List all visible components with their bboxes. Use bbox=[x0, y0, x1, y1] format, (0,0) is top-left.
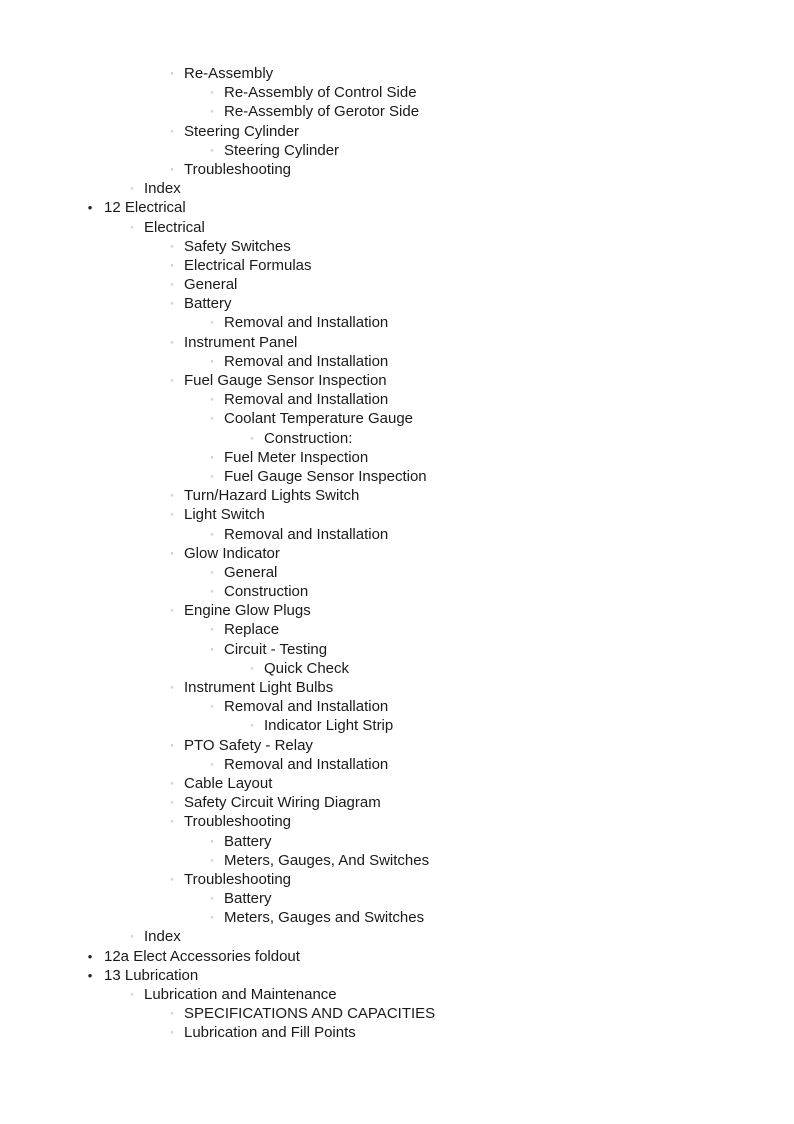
circle-bullet-icon: ◦ bbox=[210, 912, 214, 923]
circle-bullet-icon: ◦ bbox=[210, 528, 214, 539]
circle-bullet-icon: ◦ bbox=[130, 931, 134, 942]
toc-entry-label: SPECIFICATIONS AND CAPACITIES bbox=[184, 1005, 436, 1023]
toc-entry-label: Index bbox=[144, 928, 181, 946]
toc-entry[interactable] bbox=[0, 716, 794, 735]
circle-bullet-icon: ◦ bbox=[170, 298, 174, 309]
toc-entry-label: 12 Electrical bbox=[104, 199, 186, 217]
toc-entry[interactable] bbox=[0, 755, 794, 774]
circle-bullet-icon: ◦ bbox=[170, 163, 174, 174]
toc-entry[interactable] bbox=[0, 275, 794, 294]
circle-bullet-icon: ◦ bbox=[170, 739, 174, 750]
toc-entry[interactable] bbox=[0, 544, 794, 563]
toc-entry-label: Lubrication and Maintenance bbox=[144, 986, 337, 1003]
circle-bullet-icon: ◦ bbox=[210, 355, 214, 366]
circle-bullet-icon: ◦ bbox=[170, 682, 174, 692]
toc-entry[interactable] bbox=[0, 1004, 794, 1023]
disc-bullet-icon: • bbox=[87, 967, 93, 983]
circle-bullet-icon: ◦ bbox=[170, 125, 174, 136]
toc-entry[interactable] bbox=[0, 966, 794, 985]
circle-bullet-icon: ◦ bbox=[170, 547, 174, 558]
toc-entry[interactable] bbox=[0, 122, 794, 141]
toc-entry[interactable] bbox=[0, 83, 794, 102]
toc-entry-label: Re-Assembly of Gerotor Side bbox=[224, 103, 420, 121]
toc-entry-label: Removal and Installation bbox=[224, 525, 389, 543]
toc-entry[interactable] bbox=[0, 640, 794, 659]
circle-bullet-icon: ◦ bbox=[210, 643, 214, 654]
circle-bullet-icon: ◦ bbox=[210, 394, 214, 405]
toc-entry-label: Re-Assembly bbox=[184, 65, 274, 82]
circle-bullet-icon: ◦ bbox=[170, 68, 174, 78]
circle-bullet-icon: ◦ bbox=[170, 873, 174, 884]
toc-entry-label: Steering Cylinder bbox=[224, 141, 340, 159]
circle-bullet-icon: ◦ bbox=[210, 106, 214, 117]
toc-entry[interactable] bbox=[0, 429, 794, 448]
toc-entry-label: Lubrication and Fill Points bbox=[184, 1024, 356, 1042]
toc-entry-label: Troubleshooting bbox=[184, 813, 292, 831]
toc-entry-label: Removal and Installation bbox=[224, 755, 389, 773]
toc-entry-label: Indicator Light Strip bbox=[264, 717, 394, 735]
toc-entry-label: Removal and Installation bbox=[224, 698, 389, 716]
toc-entry[interactable] bbox=[0, 832, 794, 851]
circle-bullet-icon: ◦ bbox=[130, 989, 134, 999]
circle-bullet-icon: ◦ bbox=[170, 336, 174, 347]
toc-entry-label: Replace bbox=[224, 621, 280, 639]
circle-bullet-icon: ◦ bbox=[170, 490, 174, 501]
toc-entry-label: Fuel Gauge Sensor Inspection bbox=[224, 467, 427, 485]
circle-bullet-icon: ◦ bbox=[210, 470, 214, 481]
toc-entry-label: Index bbox=[144, 180, 181, 198]
circle-bullet-icon: ◦ bbox=[210, 835, 214, 846]
toc-entry-label: Fuel Meter Inspection bbox=[224, 448, 369, 466]
toc-entry-label: Construction bbox=[224, 583, 309, 601]
toc-entry-label: General bbox=[224, 563, 278, 581]
toc-entry[interactable] bbox=[0, 620, 794, 639]
circle-bullet-icon: ◦ bbox=[170, 777, 174, 788]
toc-entry[interactable] bbox=[0, 467, 794, 486]
circle-bullet-icon: ◦ bbox=[130, 183, 134, 194]
toc-entry-label: Removal and Installation bbox=[224, 391, 389, 409]
toc-entry[interactable] bbox=[0, 371, 794, 390]
toc-entry[interactable] bbox=[0, 160, 794, 179]
circle-bullet-icon: ◦ bbox=[210, 624, 214, 635]
toc-entry-label: Coolant Temperature Gauge bbox=[224, 410, 414, 428]
toc-entry-label: Battery bbox=[224, 890, 272, 908]
circle-bullet-icon: ◦ bbox=[210, 144, 214, 155]
toc-entry[interactable] bbox=[0, 774, 794, 793]
circle-bullet-icon: ◦ bbox=[210, 758, 214, 769]
toc-entry-label: Light Switch bbox=[184, 506, 265, 524]
toc-entry[interactable] bbox=[0, 659, 794, 678]
toc-entry-label: 12a Elect Accessories foldout bbox=[104, 947, 300, 965]
toc-entry-label: Troubleshooting bbox=[184, 160, 292, 178]
toc-entry-label: Electrical Formulas bbox=[184, 256, 312, 274]
toc-entry[interactable] bbox=[0, 985, 794, 1004]
toc-entry-label: Construction: bbox=[264, 429, 353, 447]
toc-entry[interactable] bbox=[0, 870, 794, 889]
toc-entry[interactable] bbox=[0, 697, 794, 716]
toc-entry[interactable] bbox=[0, 256, 794, 275]
toc-entry[interactable] bbox=[0, 851, 794, 870]
toc-entry[interactable] bbox=[0, 390, 794, 409]
toc-entry[interactable] bbox=[0, 678, 794, 697]
toc-entry[interactable] bbox=[0, 812, 794, 831]
circle-bullet-icon: ◦ bbox=[170, 259, 174, 270]
toc-entry[interactable] bbox=[0, 563, 794, 582]
toc-entry[interactable] bbox=[0, 409, 794, 428]
circle-bullet-icon: ◦ bbox=[170, 816, 174, 827]
toc-entry[interactable] bbox=[0, 736, 794, 755]
circle-bullet-icon: ◦ bbox=[250, 720, 254, 731]
circle-bullet-icon: ◦ bbox=[170, 279, 174, 290]
toc-entry[interactable] bbox=[0, 237, 794, 256]
toc-entry[interactable] bbox=[0, 352, 794, 371]
toc-entry[interactable] bbox=[0, 1023, 794, 1042]
toc-entry-label: PTO Safety - Relay bbox=[184, 736, 313, 754]
toc-entry-label: Removal and Installation bbox=[224, 352, 389, 370]
disc-bullet-icon: • bbox=[87, 948, 93, 964]
toc-entry-label: Removal and Installation bbox=[224, 314, 389, 332]
toc-entry-label: General bbox=[184, 276, 238, 294]
circle-bullet-icon: ◦ bbox=[170, 240, 174, 251]
toc-entry-label: Meters, Gauges and Switches bbox=[224, 909, 425, 927]
toc-entry[interactable] bbox=[0, 294, 794, 313]
circle-bullet-icon: ◦ bbox=[250, 432, 254, 443]
circle-bullet-icon: ◦ bbox=[210, 701, 214, 712]
circle-bullet-icon: ◦ bbox=[210, 87, 214, 98]
toc-entry[interactable] bbox=[0, 486, 794, 505]
toc-entry[interactable] bbox=[0, 947, 794, 966]
toc-entry[interactable] bbox=[0, 179, 794, 198]
toc-entry[interactable] bbox=[0, 448, 794, 467]
toc-entry[interactable] bbox=[0, 313, 794, 332]
toc-entry[interactable] bbox=[0, 525, 794, 544]
toc-entry-label: Electrical bbox=[144, 218, 205, 236]
toc-entry[interactable] bbox=[0, 64, 794, 83]
toc-entry[interactable] bbox=[0, 601, 794, 620]
toc-entry-label: Instrument Panel bbox=[184, 333, 298, 351]
toc-entry[interactable] bbox=[0, 141, 794, 160]
circle-bullet-icon: ◦ bbox=[210, 566, 214, 577]
toc-entry-label: Meters, Gauges, And Switches bbox=[224, 851, 430, 869]
circle-bullet-icon: ◦ bbox=[170, 605, 174, 616]
table-of-contents bbox=[0, 64, 794, 1043]
toc-entry[interactable] bbox=[0, 102, 794, 121]
toc-entry-label: Safety Switches bbox=[184, 237, 291, 255]
circle-bullet-icon: ◦ bbox=[210, 893, 214, 904]
circle-bullet-icon: ◦ bbox=[170, 509, 174, 520]
circle-bullet-icon: ◦ bbox=[210, 413, 214, 424]
toc-entry-label: Battery bbox=[224, 832, 272, 850]
toc-entry[interactable] bbox=[0, 505, 794, 524]
toc-entry-label: Instrument Light Bulbs bbox=[184, 679, 334, 696]
circle-bullet-icon: ◦ bbox=[210, 317, 214, 328]
toc-entry-label: Engine Glow Plugs bbox=[184, 602, 311, 620]
toc-entry[interactable] bbox=[0, 582, 794, 601]
toc-entry[interactable] bbox=[0, 333, 794, 352]
toc-entry[interactable] bbox=[0, 218, 794, 237]
toc-entry-label: 13 Lubrication bbox=[104, 966, 199, 984]
toc-entry-label: Fuel Gauge Sensor Inspection bbox=[184, 372, 387, 389]
toc-entry-label: Steering Cylinder bbox=[184, 122, 300, 140]
circle-bullet-icon: ◦ bbox=[210, 586, 214, 597]
toc-entry[interactable] bbox=[0, 927, 794, 946]
toc-entry-label: Circuit - Testing bbox=[224, 640, 328, 658]
circle-bullet-icon: ◦ bbox=[170, 1008, 174, 1019]
toc-entry[interactable] bbox=[0, 908, 794, 927]
toc-entry-label: Battery bbox=[184, 295, 232, 313]
toc-entry[interactable] bbox=[0, 198, 794, 217]
toc-entry-label: Glow Indicator bbox=[184, 544, 280, 562]
toc-entry-label: Troubleshooting bbox=[184, 870, 292, 888]
toc-entry[interactable] bbox=[0, 889, 794, 908]
disc-bullet-icon: • bbox=[87, 200, 93, 216]
toc-entry[interactable] bbox=[0, 793, 794, 812]
toc-entry-label: Re-Assembly of Control Side bbox=[224, 84, 417, 102]
circle-bullet-icon: ◦ bbox=[210, 854, 214, 865]
toc-entry-label: Turn/Hazard Lights Switch bbox=[184, 487, 360, 505]
circle-bullet-icon: ◦ bbox=[170, 1027, 174, 1038]
toc-entry-label: Cable Layout bbox=[184, 774, 273, 792]
circle-bullet-icon: ◦ bbox=[130, 221, 134, 232]
circle-bullet-icon: ◦ bbox=[170, 375, 174, 385]
toc-entry-label: Safety Circuit Wiring Diagram bbox=[184, 794, 381, 812]
circle-bullet-icon: ◦ bbox=[210, 451, 214, 462]
toc-entry-label: Quick Check bbox=[264, 659, 350, 677]
circle-bullet-icon: ◦ bbox=[170, 797, 174, 808]
circle-bullet-icon: ◦ bbox=[250, 662, 254, 673]
